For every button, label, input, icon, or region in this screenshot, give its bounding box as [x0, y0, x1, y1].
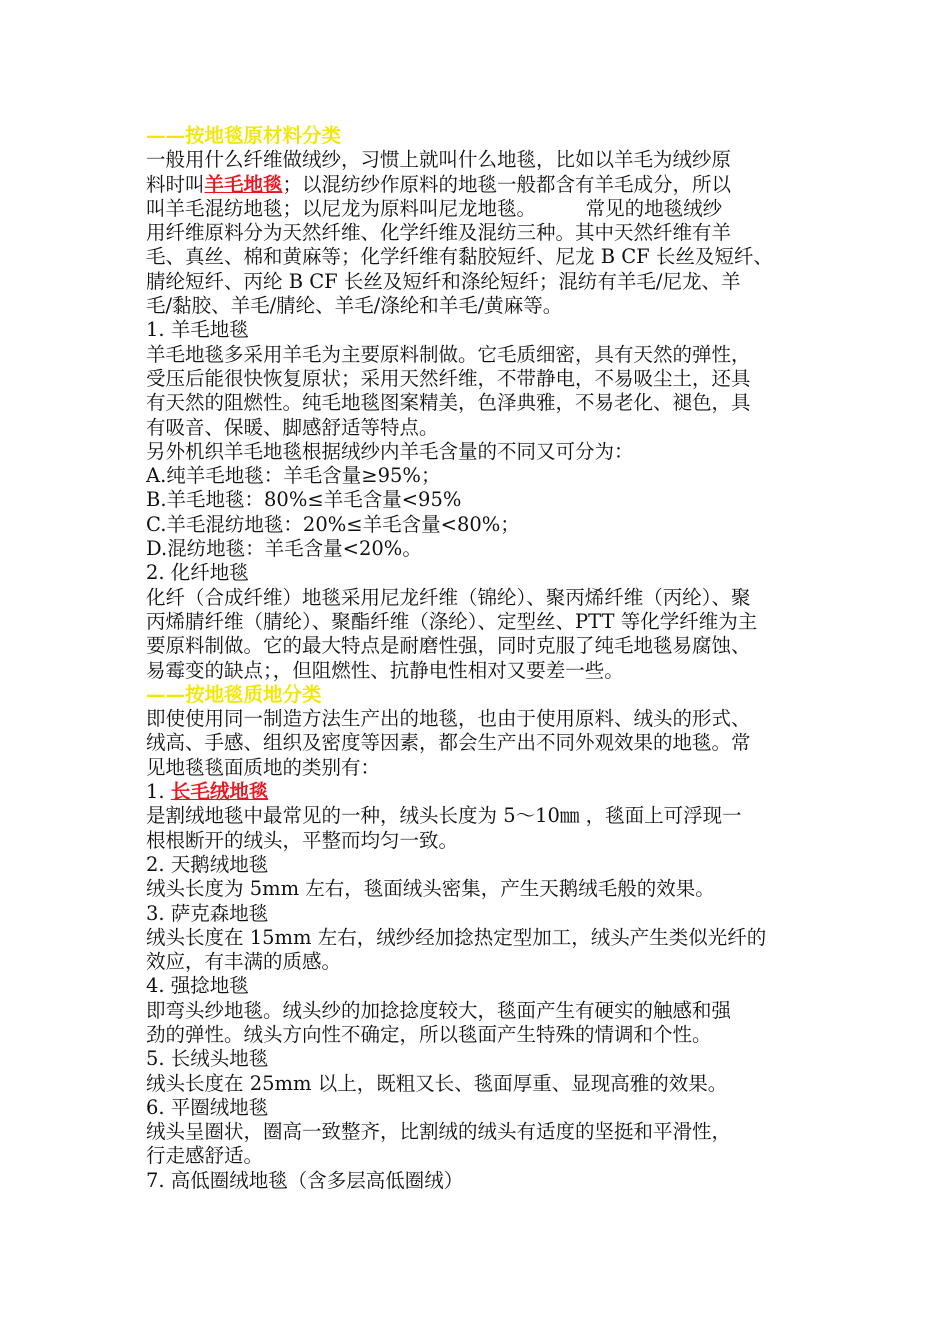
subheading: [146, 780, 826, 804]
paragraph-line: 腈纶短纤、丙纶 B CF 长丝及短纤和涤纶短纤；混纺有羊毛/尼龙、羊: [146, 269, 741, 293]
paragraph-line: 是割绒地毯中最常见的一种，绒头长度为 5～10㎜ ，毯面上可浮现一: [146, 804, 742, 828]
paragraph-line: 行走感舒适。: [146, 1144, 264, 1168]
paragraph-line: 绒头呈圈状，圈高一致整齐，比割绒的绒头有适度的坚挺和平滑性，: [146, 1120, 732, 1144]
paragraph-line: 羊毛地毯多采用羊毛为主要原料制做。它毛质细密，具有天然的弹性，: [146, 342, 751, 366]
paragraph-line: 劲的弹性。绒头方向性不确定，所以毯面产生特殊的情调和个性。: [146, 1022, 712, 1046]
section-heading-material: ——按地毯原材料分类: [146, 124, 342, 147]
paragraph-line: 绒高、手感、组织及密度等因素，都会生产出不同外观效果的地毯。常: [146, 731, 751, 755]
subheading: 2. 天鹅绒地毯: [146, 852, 269, 876]
paragraph-line: 叫羊毛混纺地毯；以尼龙为原料叫尼龙地毯。 常见的地毯绒纱: [146, 196, 723, 220]
paragraph-line: 化纤（合成纤维）地毯采用尼龙纤维（锦纶）、聚丙烯纤维（丙纶）、聚: [146, 585, 751, 609]
paragraph-line: 毛、真丝、棉和黄麻等；化学纤维有黏胶短纤、尼龙 B CF 长丝及短纤、: [146, 245, 773, 269]
section-heading-texture: ——按地毯质地分类: [146, 682, 322, 706]
list-item: B.羊毛地毯：80%≤羊毛含量<95%: [146, 488, 462, 512]
paragraph-line: 绒头长度在 25mm 以上，既粗又长、毯面厚重、显现高雅的效果。: [146, 1071, 728, 1095]
paragraph-line: 见地毯毯面质地的类别有：: [146, 755, 381, 779]
document-body: [146, 124, 826, 1193]
paragraph-line: 即使使用同一制造方法生产出的地毯，也由于使用原料、绒头的形式、: [146, 707, 751, 731]
list-item: C.羊毛混纺地毯：20%≤羊毛含量<80%；: [146, 512, 520, 536]
text-span: 1.: [146, 780, 171, 804]
subheading: 2. 化纤地毯: [146, 561, 249, 585]
text-span: 料时叫: [146, 172, 205, 196]
highlight-link-plush-carpet[interactable]: 长毛绒地毯: [170, 780, 269, 804]
paragraph-line: 用纤维原料分为天然纤维、化学纤维及混纺三种。其中天然纤维有羊: [146, 221, 732, 245]
paragraph-line: 要原料制做。它的最大特点是耐磨性强，同时克服了纯毛地毯易腐蚀、: [146, 634, 751, 658]
subheading: 6. 平圈绒地毯: [146, 1095, 269, 1119]
list-item: D.混纺地毯：羊毛含量<20%。: [146, 537, 422, 561]
paragraph-line: 有吸音、保暖、脚感舒适等特点。: [146, 415, 439, 439]
text-span: ；以混纺纱作原料的地毯一般都含有羊毛成分，所以: [282, 172, 732, 196]
paragraph-line: 即弯头纱地毯。绒头纱的加捻捻度较大，毯面产生有硬实的触感和强: [146, 998, 732, 1022]
subheading: 4. 强捻地毯: [146, 974, 249, 998]
paragraph-line: 受压后能很快恢复原状；采用天然纤维，不带静电，不易吸尘土，还具: [146, 366, 751, 390]
subheading: 1. 羊毛地毯: [146, 318, 249, 342]
paragraph-line: 另外机织羊毛地毯根据绒纱内羊毛含量的不同又可分为：: [146, 439, 634, 463]
paragraph-line: 毛/黏胶、羊毛/腈纶、羊毛/涤纶和羊毛/黄麻等。: [146, 294, 563, 318]
highlight-link-wool-carpet[interactable]: 羊毛地毯: [204, 172, 283, 196]
paragraph-line: [146, 173, 826, 197]
paragraph-line: 丙烯腈纤维（腈纶）、聚酯纤维（涤纶）、定型丝、PTT 等化学纤维为主: [146, 609, 758, 633]
paragraph-line: 易霉变的缺点；，但阻燃性、抗静电性相对又要差一些。: [146, 658, 624, 682]
paragraph-line: 根根断开的绒头，平整而均匀一致。: [146, 828, 459, 852]
subheading: 5. 长绒头地毯: [146, 1047, 269, 1071]
paragraph-line: 绒头长度为 5mm 左右，毯面绒头密集，产生天鹅绒毛般的效果。: [146, 877, 715, 901]
subheading: 3. 萨克森地毯: [146, 901, 269, 925]
paragraph-line: 一般用什么纤维做绒纱，习惯上就叫什么地毯，比如以羊毛为绒纱原: [146, 148, 732, 172]
paragraph-line: 绒头长度在 15mm 左右，绒纱经加捻热定型加工，绒头产生类似光纤的: [146, 925, 767, 949]
paragraph-line: 效应，有丰满的质感。: [146, 950, 342, 974]
paragraph-line: 有天然的阻燃性。纯毛地毯图案精美，色泽典雅，不易老化、褪色，具: [146, 391, 751, 415]
subheading: 7. 高低圈绒地毯（含多层高低圈绒）: [146, 1168, 464, 1192]
list-item: A.纯羊毛地毯：羊毛含量≥95%；: [146, 464, 441, 488]
